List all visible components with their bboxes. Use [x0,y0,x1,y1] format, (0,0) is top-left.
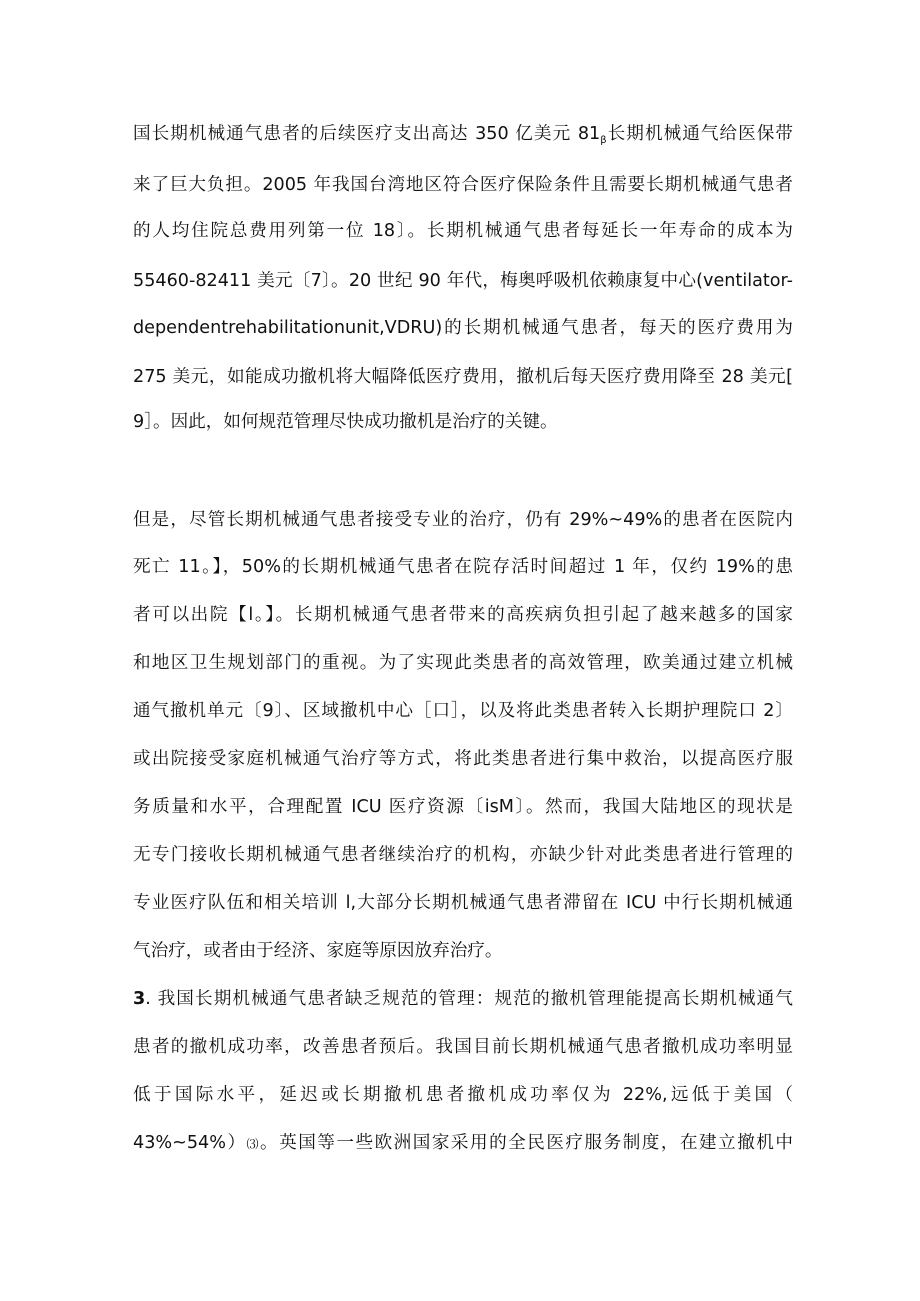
section-number: 3 [133,989,146,1009]
paragraph-2-line-3: 者可以出院【l。】。长期机械通气患者带来的高疾病负担引起了越来越多的国家 [133,605,793,625]
section-3-line-3: 低于国际水平，延迟或长期撤机患者撤机成功率仅为 22%,远低于美国（ [133,1085,793,1105]
paragraph-2-line-10: 气治疗，或者由于经济、家庭等原因放弃治疗。 [133,941,503,961]
paragraph-2-line-9: 专业医疗队伍和相关培训 l,大部分长期机械通气患者滞留在 ICU 中行长期机械通 [133,893,793,913]
paragraph-2-line-2: 死亡 11。】，50%的长期机械通气患者在院存活时间超过 1 年，仅约 19%的患 [133,557,793,577]
section-3-text-segment: 43%~54%） [133,1133,247,1153]
p1-subscript-beta: β [600,135,607,146]
section-3-line-2: 患者的撤机成功率，改善患者预后。我国目前长期机械通气患者撤机成功率明显 [133,1037,793,1057]
p1-text-segment: 长期机械通气给医保带 [606,124,793,144]
section-3-line-4 [133,1128,793,1158]
paragraph-1-line-3: 的人均住院总费用列第一位 18〕。长期机械通气患者每延长一年寿命的成本为 [133,221,793,241]
paragraph-1-line-5: dependentrehabilitationunit,VDRU)的长期机械通气患者，每天的医疗费用为 [133,318,793,338]
paragraph-2-line-6: 或出院接受家庭机械通气治疗等方式，将此类患者进行集中救治，以提高医疗服 [133,749,793,769]
paragraph-1-line-4: 55460-82411 美元〔7〕。20 世纪 90 年代，梅奥呼吸机依赖康复中心(ventilator- [133,271,793,291]
paragraph-2-line-1: 但是，尽管长期机械通气患者接受专业的治疗，仍有 29%~49%的患者在医院内 [133,510,793,530]
p1-text-segment: 国长期机械通气患者的后续医疗支出高达 350 亿美元 81 [133,124,601,144]
section-3-citation: ⑶ [246,1137,261,1151]
paragraph-2-line-5: 通气撤机单元〔9〕、区域撤机中心［口］，以及将此类患者转入长期护理院口 2〕 [133,701,793,721]
paragraph-1-line-1 [133,119,793,149]
paragraph-2-line-7: 务质量和水平，合理配置 ICU 医疗资源〔isM〕。然而，我国大陆地区的现状是 [133,797,793,817]
section-3-line-1 [133,984,793,1014]
paragraph-1-line-2: 来了巨大负担。2005 年我国台湾地区符合医疗保险条件且需要长期机械通气患者 [133,175,793,195]
paragraph-2-line-8: 无专门接收长期机械通气患者继续治疗的机构，亦缺少针对此类患者进行管理的 [133,845,793,865]
paragraph-1-line-7: 9］。因此，如何规范管理尽快成功撤机是治疗的关键。 [133,412,558,432]
section-3-text-segment: 。英国等一些欧洲国家采用的全民医疗服务制度，在建立撤机中 [260,1133,793,1153]
section-3-heading-text: . 我国长期机械通气患者缺乏规范的管理：规范的撤机管理能提高长期机械通气 [145,989,793,1009]
paragraph-1-line-6: 275 美元，如能成功撤机将大幅降低医疗费用，撤机后每天医疗费用降至 28 美元[ [133,367,793,387]
paragraph-2-line-4: 和地区卫生规划部门的重视。为了实现此类患者的高效管理，欧美通过建立机械 [133,653,793,673]
